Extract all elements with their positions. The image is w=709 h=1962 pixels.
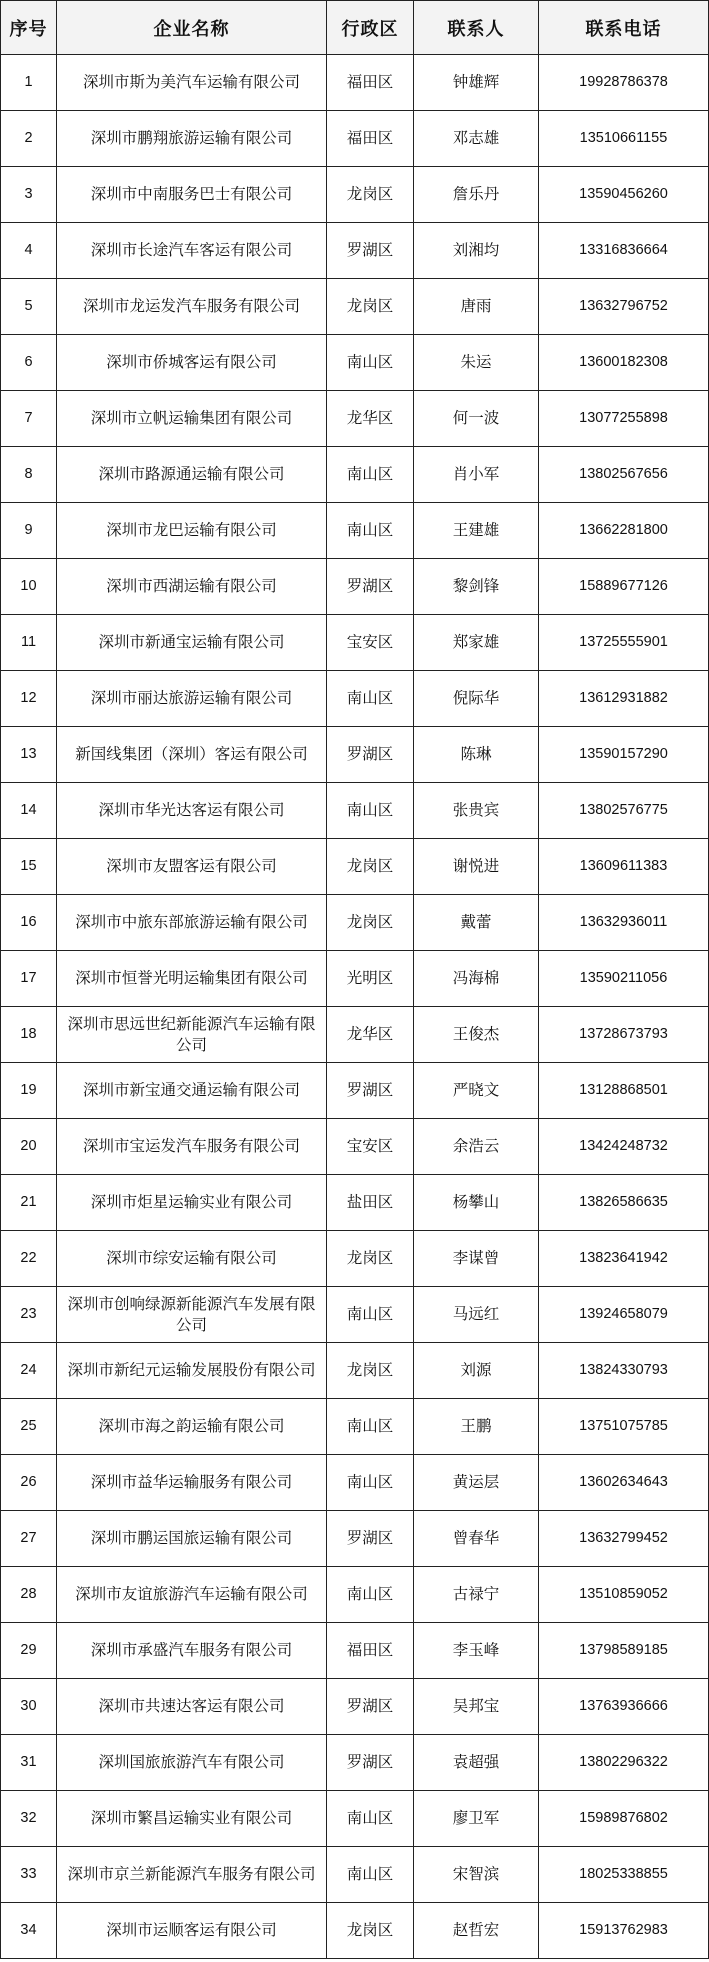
cell-contact-person: 郑家雄 xyxy=(414,615,539,671)
header-company-name: 企业名称 xyxy=(57,1,327,55)
cell-contact-person: 袁超强 xyxy=(414,1735,539,1791)
cell-company-name: 深圳市丽达旅游运输有限公司 xyxy=(57,671,327,727)
table-row xyxy=(1,727,709,783)
cell-contact-person: 朱运 xyxy=(414,335,539,391)
cell-contact-person: 杨攀山 xyxy=(414,1175,539,1231)
cell-district: 宝安区 xyxy=(327,615,414,671)
table-row xyxy=(1,1231,709,1287)
cell-phone: 13802576775 xyxy=(539,783,709,839)
cell-company-name: 深圳市新通宝运输有限公司 xyxy=(57,615,327,671)
table-row xyxy=(1,895,709,951)
cell-serial-number: 12 xyxy=(1,671,57,727)
cell-district: 龙岗区 xyxy=(327,167,414,223)
cell-company-name: 深圳市龙巴运输有限公司 xyxy=(57,503,327,559)
cell-contact-person: 王鹏 xyxy=(414,1399,539,1455)
cell-serial-number: 31 xyxy=(1,1735,57,1791)
cell-phone: 13590211056 xyxy=(539,951,709,1007)
header-district: 行政区 xyxy=(327,1,414,55)
cell-company-name: 深圳市鹏翔旅游运输有限公司 xyxy=(57,111,327,167)
table-row xyxy=(1,1399,709,1455)
cell-contact-person: 曾春华 xyxy=(414,1511,539,1567)
table-row xyxy=(1,1623,709,1679)
cell-district: 南山区 xyxy=(327,1567,414,1623)
cell-contact-person: 邓志雄 xyxy=(414,111,539,167)
cell-serial-number: 8 xyxy=(1,447,57,503)
table-row xyxy=(1,279,709,335)
cell-district: 龙华区 xyxy=(327,1007,414,1063)
cell-serial-number: 32 xyxy=(1,1791,57,1847)
cell-district: 南山区 xyxy=(327,1287,414,1343)
cell-district: 南山区 xyxy=(327,1791,414,1847)
cell-district: 罗湖区 xyxy=(327,1511,414,1567)
cell-phone: 13600182308 xyxy=(539,335,709,391)
cell-phone: 13725555901 xyxy=(539,615,709,671)
table-row xyxy=(1,1679,709,1735)
cell-company-name: 深圳市新宝通交通运输有限公司 xyxy=(57,1063,327,1119)
cell-company-name: 深圳市益华运输服务有限公司 xyxy=(57,1455,327,1511)
cell-phone: 13077255898 xyxy=(539,391,709,447)
cell-serial-number: 19 xyxy=(1,1063,57,1119)
cell-phone: 13662281800 xyxy=(539,503,709,559)
table-header-row xyxy=(1,1,709,55)
cell-district: 福田区 xyxy=(327,1623,414,1679)
cell-district: 罗湖区 xyxy=(327,1679,414,1735)
cell-contact-person: 马远红 xyxy=(414,1287,539,1343)
cell-company-name: 深圳市海之韵运输有限公司 xyxy=(57,1399,327,1455)
cell-phone: 13802296322 xyxy=(539,1735,709,1791)
cell-phone: 13424248732 xyxy=(539,1119,709,1175)
cell-serial-number: 23 xyxy=(1,1287,57,1343)
cell-serial-number: 14 xyxy=(1,783,57,839)
header-serial-number: 序号 xyxy=(1,1,57,55)
cell-district: 南山区 xyxy=(327,335,414,391)
cell-district: 罗湖区 xyxy=(327,1063,414,1119)
cell-district: 南山区 xyxy=(327,1399,414,1455)
cell-contact-person: 钟雄辉 xyxy=(414,55,539,111)
cell-contact-person: 古禄宁 xyxy=(414,1567,539,1623)
table-row xyxy=(1,1175,709,1231)
cell-company-name: 深圳市路源通运输有限公司 xyxy=(57,447,327,503)
cell-district: 南山区 xyxy=(327,671,414,727)
cell-district: 宝安区 xyxy=(327,1119,414,1175)
header-contact-person: 联系人 xyxy=(414,1,539,55)
cell-contact-person: 冯海棉 xyxy=(414,951,539,1007)
cell-phone: 13824330793 xyxy=(539,1343,709,1399)
cell-phone: 15913762983 xyxy=(539,1903,709,1959)
cell-serial-number: 22 xyxy=(1,1231,57,1287)
cell-contact-person: 廖卫军 xyxy=(414,1791,539,1847)
cell-contact-person: 黄运层 xyxy=(414,1455,539,1511)
cell-serial-number: 27 xyxy=(1,1511,57,1567)
table-row xyxy=(1,1287,709,1343)
table-row xyxy=(1,1063,709,1119)
cell-serial-number: 2 xyxy=(1,111,57,167)
table-row xyxy=(1,1119,709,1175)
cell-company-name: 深圳市侨城客运有限公司 xyxy=(57,335,327,391)
cell-serial-number: 5 xyxy=(1,279,57,335)
cell-phone: 13632796752 xyxy=(539,279,709,335)
cell-contact-person: 张贵宾 xyxy=(414,783,539,839)
cell-contact-person: 何一波 xyxy=(414,391,539,447)
cell-district: 盐田区 xyxy=(327,1175,414,1231)
cell-company-name: 深圳市立帆运输集团有限公司 xyxy=(57,391,327,447)
cell-district: 罗湖区 xyxy=(327,727,414,783)
cell-serial-number: 6 xyxy=(1,335,57,391)
table-body xyxy=(1,55,709,1959)
cell-contact-person: 李谋曾 xyxy=(414,1231,539,1287)
table-row xyxy=(1,1007,709,1063)
cell-company-name: 深圳市友盟客运有限公司 xyxy=(57,839,327,895)
cell-company-name: 深圳市恒誉光明运输集团有限公司 xyxy=(57,951,327,1007)
cell-company-name: 深圳市西湖运输有限公司 xyxy=(57,559,327,615)
cell-contact-person: 谢悦进 xyxy=(414,839,539,895)
cell-serial-number: 18 xyxy=(1,1007,57,1063)
table-row xyxy=(1,671,709,727)
cell-contact-person: 刘湘均 xyxy=(414,223,539,279)
cell-phone: 13590157290 xyxy=(539,727,709,783)
cell-phone: 13510661155 xyxy=(539,111,709,167)
cell-serial-number: 20 xyxy=(1,1119,57,1175)
cell-contact-person: 严晓文 xyxy=(414,1063,539,1119)
cell-company-name: 深圳国旅旅游汽车有限公司 xyxy=(57,1735,327,1791)
cell-phone: 13510859052 xyxy=(539,1567,709,1623)
cell-phone: 13128868501 xyxy=(539,1063,709,1119)
cell-serial-number: 1 xyxy=(1,55,57,111)
cell-phone: 13751075785 xyxy=(539,1399,709,1455)
table-row xyxy=(1,447,709,503)
cell-company-name: 深圳市思远世纪新能源汽车运输有限公司 xyxy=(57,1007,327,1063)
cell-company-name: 新国线集团（深圳）客运有限公司 xyxy=(57,727,327,783)
cell-company-name: 深圳市运顺客运有限公司 xyxy=(57,1903,327,1959)
cell-district: 龙岗区 xyxy=(327,1231,414,1287)
cell-serial-number: 28 xyxy=(1,1567,57,1623)
cell-company-name: 深圳市中南服务巴士有限公司 xyxy=(57,167,327,223)
cell-contact-person: 肖小军 xyxy=(414,447,539,503)
table-row xyxy=(1,559,709,615)
cell-district: 南山区 xyxy=(327,1455,414,1511)
cell-phone: 13802567656 xyxy=(539,447,709,503)
cell-serial-number: 21 xyxy=(1,1175,57,1231)
table-row xyxy=(1,223,709,279)
cell-phone: 13632799452 xyxy=(539,1511,709,1567)
table-row xyxy=(1,111,709,167)
cell-phone: 13316836664 xyxy=(539,223,709,279)
cell-serial-number: 24 xyxy=(1,1343,57,1399)
table-row xyxy=(1,839,709,895)
cell-company-name: 深圳市鹏运国旅运输有限公司 xyxy=(57,1511,327,1567)
cell-district: 南山区 xyxy=(327,783,414,839)
cell-serial-number: 7 xyxy=(1,391,57,447)
cell-company-name: 深圳市斯为美汽车运输有限公司 xyxy=(57,55,327,111)
table-row xyxy=(1,1343,709,1399)
table-row xyxy=(1,391,709,447)
table-row xyxy=(1,951,709,1007)
cell-phone: 13602634643 xyxy=(539,1455,709,1511)
cell-district: 南山区 xyxy=(327,503,414,559)
cell-serial-number: 17 xyxy=(1,951,57,1007)
cell-serial-number: 33 xyxy=(1,1847,57,1903)
cell-company-name: 深圳市炬星运输实业有限公司 xyxy=(57,1175,327,1231)
cell-district: 龙岗区 xyxy=(327,895,414,951)
cell-company-name: 深圳市华光达客运有限公司 xyxy=(57,783,327,839)
cell-phone: 19928786378 xyxy=(539,55,709,111)
cell-contact-person: 唐雨 xyxy=(414,279,539,335)
cell-district: 南山区 xyxy=(327,447,414,503)
cell-company-name: 深圳市友谊旅游汽车运输有限公司 xyxy=(57,1567,327,1623)
cell-company-name: 深圳市龙运发汽车服务有限公司 xyxy=(57,279,327,335)
cell-phone: 13924658079 xyxy=(539,1287,709,1343)
cell-district: 罗湖区 xyxy=(327,223,414,279)
cell-phone: 13590456260 xyxy=(539,167,709,223)
cell-district: 罗湖区 xyxy=(327,559,414,615)
cell-district: 光明区 xyxy=(327,951,414,1007)
cell-serial-number: 30 xyxy=(1,1679,57,1735)
cell-company-name: 深圳市长途汽车客运有限公司 xyxy=(57,223,327,279)
header-phone: 联系电话 xyxy=(539,1,709,55)
table-row xyxy=(1,167,709,223)
cell-district: 龙岗区 xyxy=(327,1343,414,1399)
cell-phone: 13632936011 xyxy=(539,895,709,951)
table-row xyxy=(1,1735,709,1791)
cell-serial-number: 9 xyxy=(1,503,57,559)
cell-phone: 13609611383 xyxy=(539,839,709,895)
cell-company-name: 深圳市综安运输有限公司 xyxy=(57,1231,327,1287)
table-row xyxy=(1,1511,709,1567)
cell-district: 龙岗区 xyxy=(327,279,414,335)
cell-contact-person: 王建雄 xyxy=(414,503,539,559)
cell-contact-person: 吴邦宝 xyxy=(414,1679,539,1735)
cell-company-name: 深圳市新纪元运输发展股份有限公司 xyxy=(57,1343,327,1399)
cell-company-name: 深圳市繁昌运输实业有限公司 xyxy=(57,1791,327,1847)
cell-company-name: 深圳市宝运发汽车服务有限公司 xyxy=(57,1119,327,1175)
cell-company-name: 深圳市京兰新能源汽车服务有限公司 xyxy=(57,1847,327,1903)
table-row xyxy=(1,335,709,391)
cell-phone: 13612931882 xyxy=(539,671,709,727)
cell-phone: 15889677126 xyxy=(539,559,709,615)
cell-district: 龙华区 xyxy=(327,391,414,447)
cell-district: 福田区 xyxy=(327,111,414,167)
cell-phone: 13763936666 xyxy=(539,1679,709,1735)
table-row xyxy=(1,1903,709,1959)
cell-district: 福田区 xyxy=(327,55,414,111)
cell-district: 龙岗区 xyxy=(327,839,414,895)
cell-company-name: 深圳市中旅东部旅游运输有限公司 xyxy=(57,895,327,951)
cell-company-name: 深圳市承盛汽车服务有限公司 xyxy=(57,1623,327,1679)
cell-phone: 13823641942 xyxy=(539,1231,709,1287)
cell-contact-person: 赵哲宏 xyxy=(414,1903,539,1959)
cell-district: 龙岗区 xyxy=(327,1903,414,1959)
cell-contact-person: 陈琳 xyxy=(414,727,539,783)
table-row xyxy=(1,503,709,559)
cell-serial-number: 13 xyxy=(1,727,57,783)
cell-company-name: 深圳市创响绿源新能源汽车发展有限公司 xyxy=(57,1287,327,1343)
table-row xyxy=(1,1791,709,1847)
cell-serial-number: 11 xyxy=(1,615,57,671)
cell-phone: 15989876802 xyxy=(539,1791,709,1847)
cell-contact-person: 詹乐丹 xyxy=(414,167,539,223)
table-row xyxy=(1,55,709,111)
cell-contact-person: 王俊杰 xyxy=(414,1007,539,1063)
cell-contact-person: 宋智滨 xyxy=(414,1847,539,1903)
cell-company-name: 深圳市共速达客运有限公司 xyxy=(57,1679,327,1735)
cell-serial-number: 34 xyxy=(1,1903,57,1959)
cell-contact-person: 黎剑锋 xyxy=(414,559,539,615)
table-row xyxy=(1,1847,709,1903)
cell-district: 南山区 xyxy=(327,1847,414,1903)
cell-serial-number: 16 xyxy=(1,895,57,951)
cell-serial-number: 4 xyxy=(1,223,57,279)
cell-contact-person: 倪际华 xyxy=(414,671,539,727)
cell-contact-person: 戴蕾 xyxy=(414,895,539,951)
table-row xyxy=(1,615,709,671)
cell-serial-number: 15 xyxy=(1,839,57,895)
cell-serial-number: 10 xyxy=(1,559,57,615)
table-row xyxy=(1,783,709,839)
cell-contact-person: 刘源 xyxy=(414,1343,539,1399)
table-row xyxy=(1,1455,709,1511)
cell-serial-number: 29 xyxy=(1,1623,57,1679)
table-row xyxy=(1,1567,709,1623)
cell-phone: 18025338855 xyxy=(539,1847,709,1903)
cell-phone: 13728673793 xyxy=(539,1007,709,1063)
cell-serial-number: 3 xyxy=(1,167,57,223)
cell-serial-number: 26 xyxy=(1,1455,57,1511)
cell-phone: 13798589185 xyxy=(539,1623,709,1679)
cell-phone: 13826586635 xyxy=(539,1175,709,1231)
cell-contact-person: 余浩云 xyxy=(414,1119,539,1175)
cell-district: 罗湖区 xyxy=(327,1735,414,1791)
cell-contact-person: 李玉峰 xyxy=(414,1623,539,1679)
cell-serial-number: 25 xyxy=(1,1399,57,1455)
